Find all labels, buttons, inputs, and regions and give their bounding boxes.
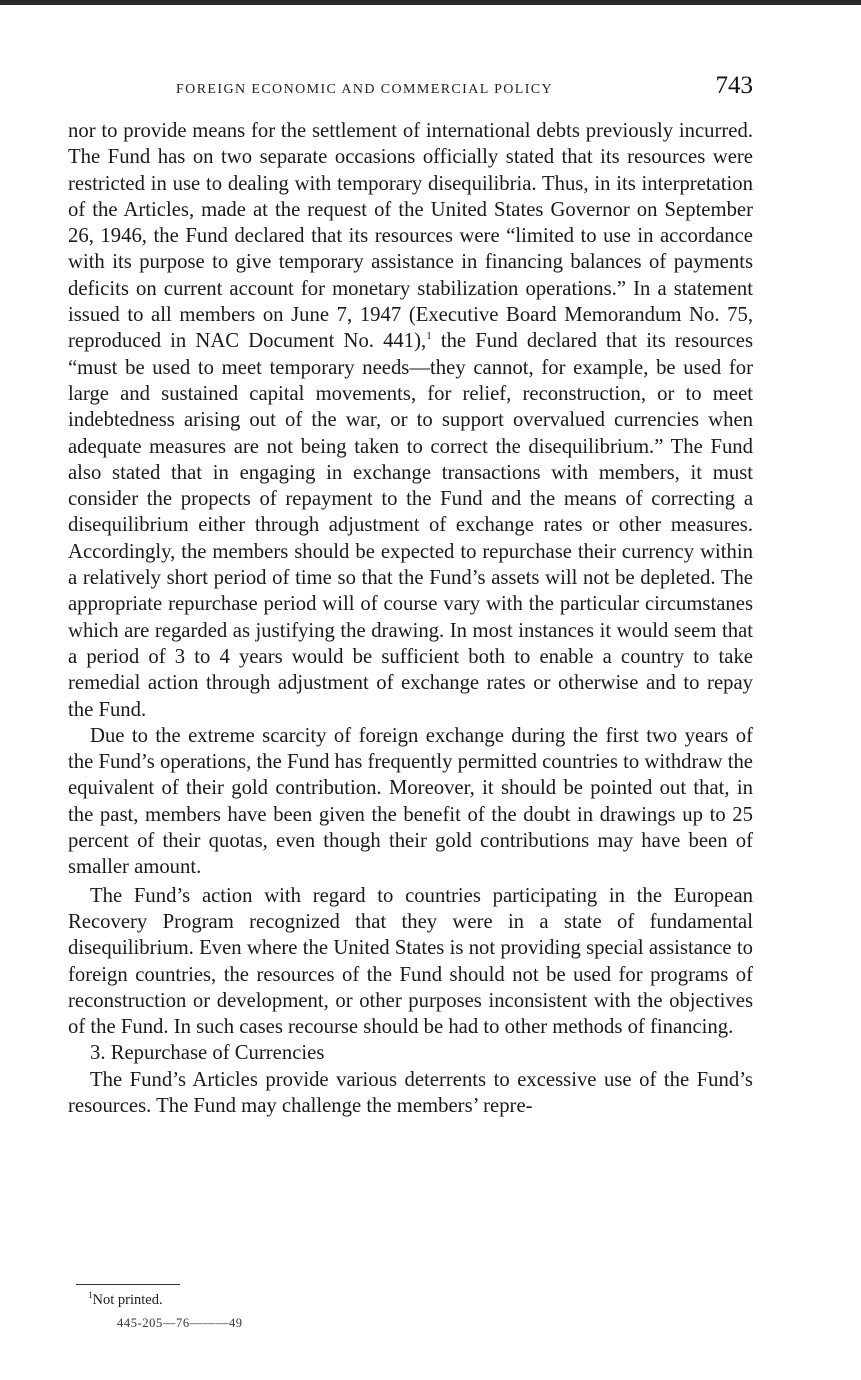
page-header	[68, 70, 753, 110]
page-top-rule	[0, 0, 861, 5]
paragraph-1-part-2: the Fund declared that its resources “must be used to meet temporary needs—they cannot, for example, be used for large and sustained capital movements, for relief, reconstruction, or to meet indebtedness arising out of the war, or to support overvalued currencies when adequate measures are not being taken to correct the disequilibrium.” The Fund also stated that in engaging in exchange transactions with members, it must consider the propects of repayment to the Fund and the means of correcting a disequilibrium either through adjustment of exchange rates or other measures. Accordingly, the members should be expected to repurchase their currency within a relatively short period of time so that the Fund’s assets will not be depleted. The appropriate repurchase period will of course vary with the particular circumstanes which are regarded as justifying the drawing. In most instances it would seem that a period of 3 to 4 years would be sufficient both to enable a country to take remedial action through adjustment of exchange rates or otherwise and to repay the Fund.	[68, 330, 753, 721]
footnote	[88, 1292, 163, 1309]
paragraph-1	[68, 118, 753, 723]
footnote-reference: 1	[426, 330, 432, 343]
print-code: 445-205—76———49	[117, 1316, 243, 1330]
body-text	[68, 118, 753, 1119]
paragraph-5: The Fund’s Articles provide various deterrents to excessive use of the Fund’s resources. The Fund may challenge the members’ repre-	[68, 1068, 753, 1117]
paragraph-2: Due to the extreme scarcity of foreign exchange during the first two years of the Fund’s operations, the Fund has frequently permitted countries to withdraw the equivalent of their gold contribution. Moreover, it should be pointed out that, in the past, members have been given the benefit of the doubt in drawings up to 25 percent of their quotas, even though their gold contributions may have been of smaller amount.	[68, 724, 753, 879]
footnote-rule	[76, 1284, 180, 1285]
paragraph-1-part-1: nor to provide means for the settlement of international debts previously incurred. The Fund has on two separate occasions officially stated that its resources were restricted in use to dealing with temporary disequilibria. Thus, in its interpretation of the Articles, made at the request of the United States Governor on September 26, 1946, the Fund declared that its resources were “limited to use in accordance with its purpose to give temporary assistance in financing balances of payments deficits on current account for monetary stabilization operations.” In a statement issued to all members on June 7, 1947 (Executive Board Memorandum No. 75, reproduced in NAC Document No. 441),	[68, 120, 753, 353]
footnote-marker: 1	[88, 1290, 93, 1301]
footnote-text: Not printed.	[92, 1292, 163, 1308]
running-head: FOREIGN ECONOMIC AND COMMERCIAL POLICY	[176, 82, 554, 97]
section-heading: 3. Repurchase of Currencies	[90, 1042, 325, 1065]
page-number: 743	[715, 72, 753, 99]
paragraph-3: The Fund’s action with regard to countries participating in the European Recovery Program recognized that they were in a state of fundamental disequilibrium. Even where the United States is not providing special assistance to foreign countries, the resources of the Fund should not be used for programs of reconstruction or development, or other purposes inconsistent with the objectives of the Fund. In such cases recourse should be had to other methods of financing.	[68, 884, 753, 1039]
